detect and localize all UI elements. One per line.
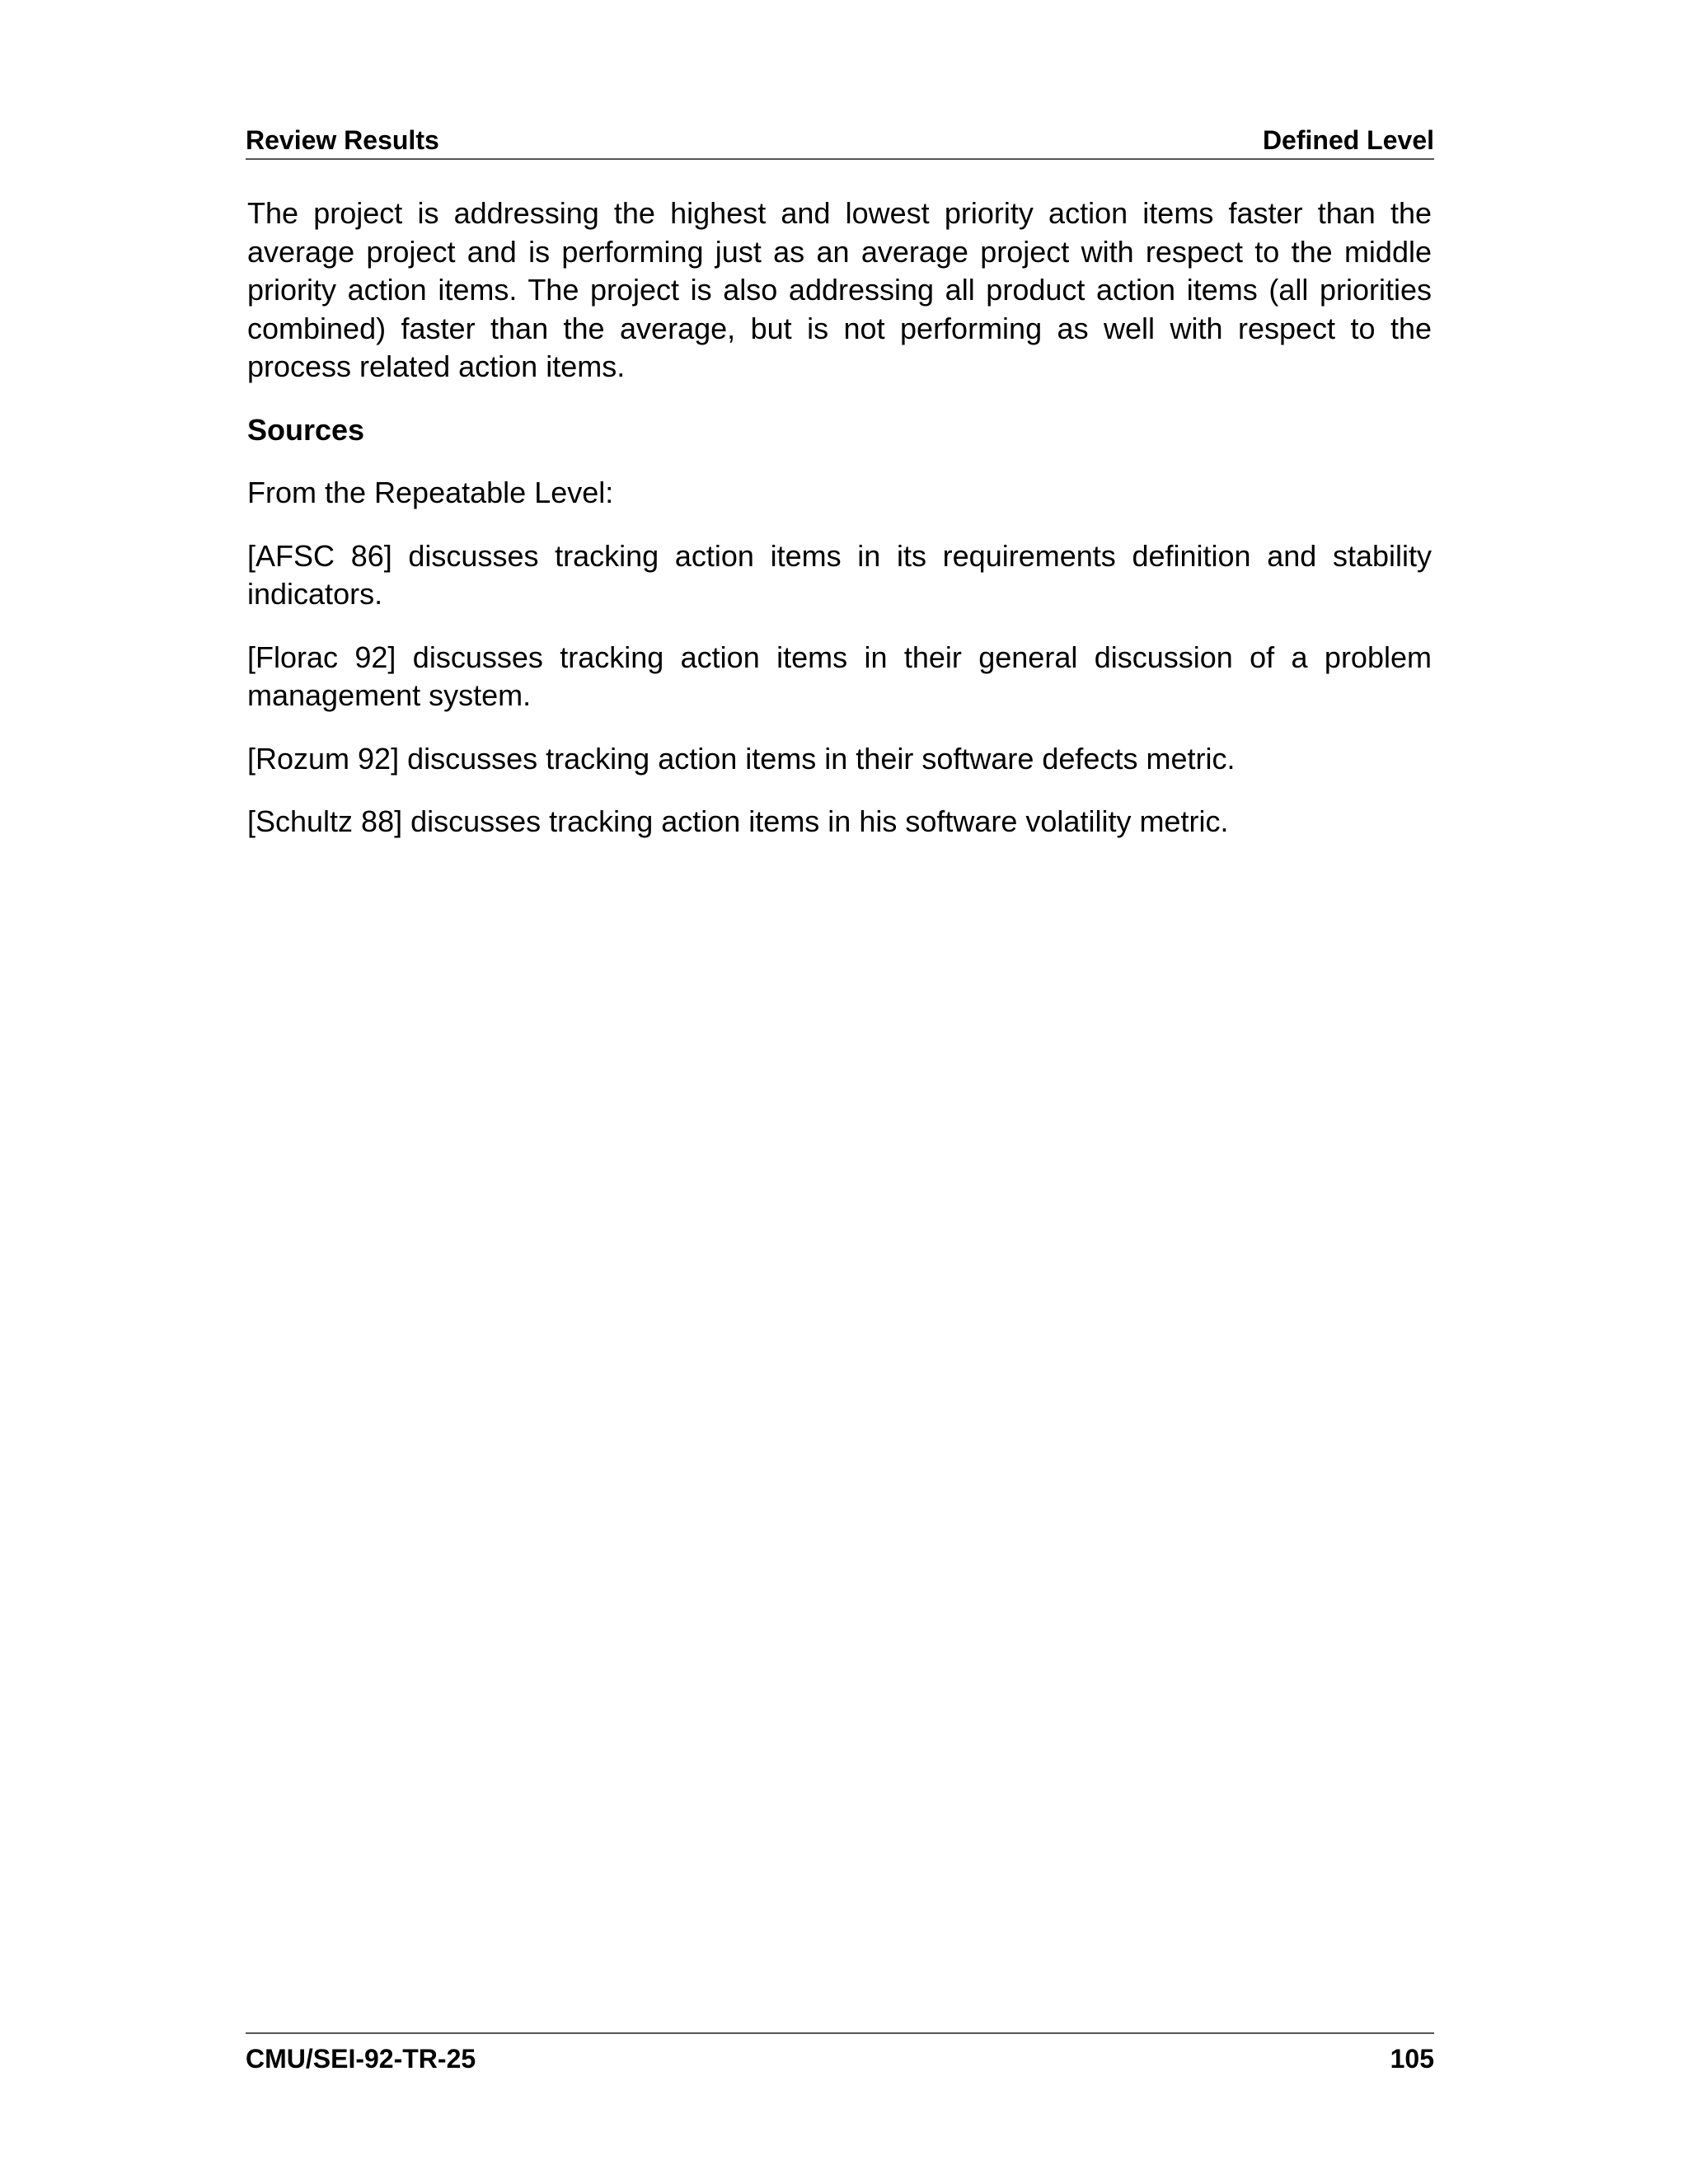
page-number: 105 [1390, 2044, 1434, 2074]
reference-florac-92: [Florac 92] discusses tracking action items in their general discussion of a problem management system. [247, 640, 1432, 712]
from-level-line: From the Repeatable Level: [247, 476, 614, 509]
header-section-title: Review Results [246, 125, 439, 155]
reference-schultz-88: [Schultz 88] discusses tracking action items in his software volatility metric. [247, 804, 1229, 838]
page-body [247, 194, 1432, 866]
report-number: CMU/SEI-92-TR-25 [246, 2044, 476, 2074]
running-footer [246, 2032, 1434, 2074]
reference-afsc-86: [AFSC 86] discusses tracking action items in its requirements definition and stability indicators. [247, 538, 1432, 611]
reference-rozum-92: [Rozum 92] discusses tracking action items in their software defects metric. [247, 741, 1236, 776]
header-level-title: Defined Level [1262, 125, 1434, 155]
running-header [246, 124, 1434, 160]
intro-paragraph: The project is addressing the highest and lowest priority action items faster than the average project and is performing just as an average project with respect to the middle priority action items. The project is also addressing all product action items (all priorities combined) faster than the average, but is not performing as well with respect to the process related action items. [247, 196, 1432, 383]
sources-heading: Sources [247, 412, 365, 447]
